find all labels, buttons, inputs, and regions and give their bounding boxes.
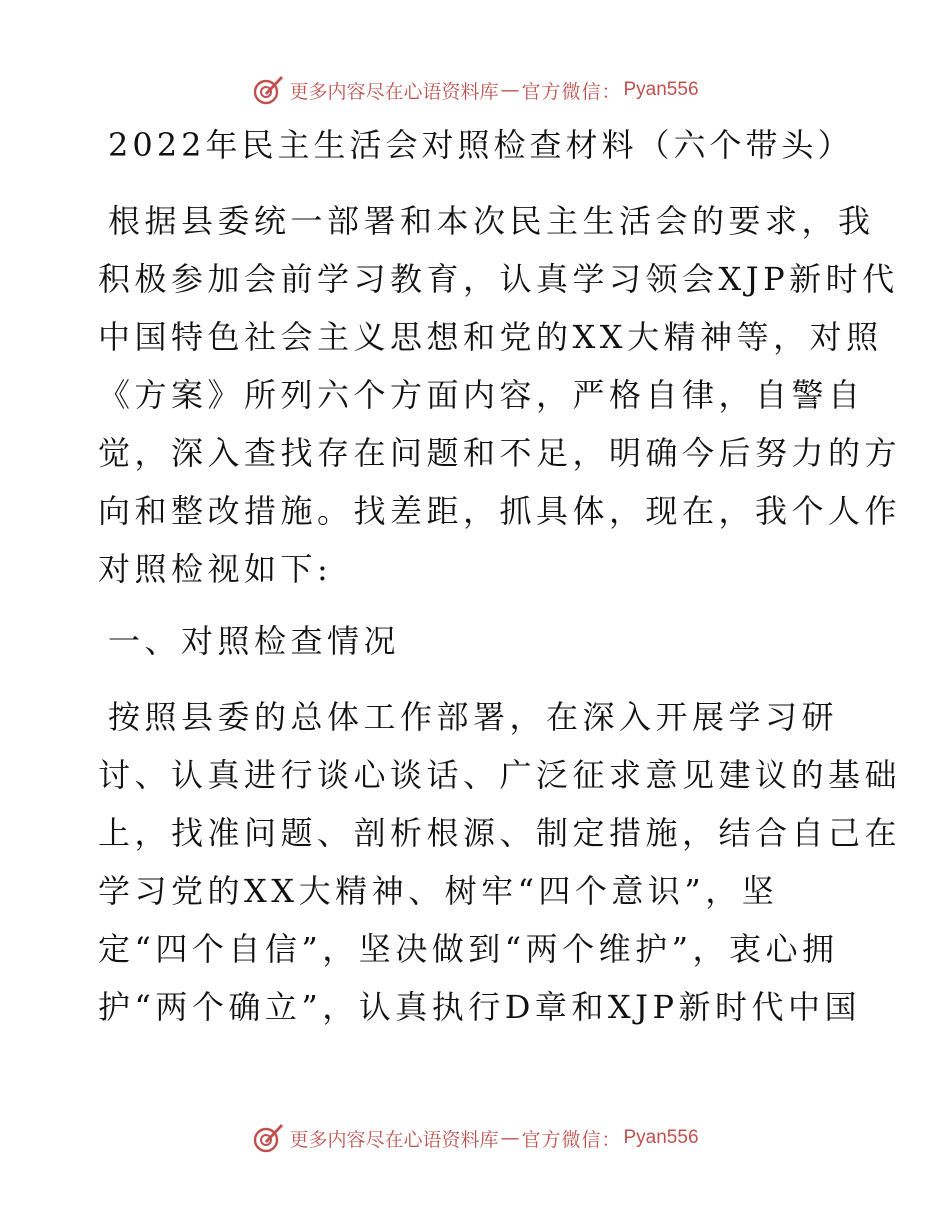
- paragraph1-line: 对照检视如下:: [98, 550, 333, 588]
- paragraph2-line: 按照县委的总体工作部署，在深入开展学习研: [108, 698, 839, 736]
- watermark-prefix: 更多内容尽在心语资料库: [289, 80, 499, 103]
- paragraph2-line: 上，找准问题、剖析根源、制定措施，结合自己在: [98, 814, 902, 852]
- quill-seal-icon: [251, 1121, 285, 1155]
- paragraph1-line: 积极参加会前学习教育，认真学习领会XJP新时代: [98, 260, 899, 298]
- watermark-id: Pyan556: [623, 1127, 699, 1148]
- paragraph2-line: 讨、认真进行谈心谈话、广泛征求意见建议的基础: [98, 756, 902, 794]
- watermark-suffix: 官方微信：: [521, 80, 622, 103]
- quill-seal-icon: [251, 73, 285, 107]
- paragraph2-line: 定“四个自信”，坚决做到“两个维护”，衷心拥: [98, 930, 839, 968]
- footer-watermark: [0, 1118, 950, 1158]
- paragraph1-line: 向和整改措施。找差距，抓具体，现在，我个人作: [98, 492, 902, 530]
- paragraph1-line: 根据县委统一部署和本次民主生活会的要求，我: [108, 202, 875, 240]
- paragraph2-line: 学习党的XX大精神、树牢“四个意识”，坚: [98, 872, 779, 910]
- watermark-prefix: 更多内容尽在心语资料库: [289, 1128, 499, 1151]
- header-watermark: [0, 70, 950, 110]
- paragraph2-line: 护“两个确立”，认真执行D章和XJP新时代中国: [98, 988, 862, 1026]
- watermark-separator: —: [500, 1127, 520, 1149]
- document-title: 2022年民主生活会对照检查材料（六个带头）: [108, 126, 854, 164]
- watermark-suffix: 官方微信：: [521, 1128, 622, 1151]
- paragraph1-line: 《方案》所列六个方面内容，严格自律，自警自: [98, 376, 865, 414]
- paragraph1-line: 觉，深入查找存在问题和不足，明确今后努力的方: [98, 434, 902, 472]
- watermark-id: Pyan556: [623, 79, 699, 100]
- paragraph1-line: 中国特色社会主义思想和党的XX大精神等，对照: [98, 318, 883, 356]
- section-heading: 一、对照检查情况: [108, 622, 401, 660]
- watermark-separator: —: [500, 79, 520, 101]
